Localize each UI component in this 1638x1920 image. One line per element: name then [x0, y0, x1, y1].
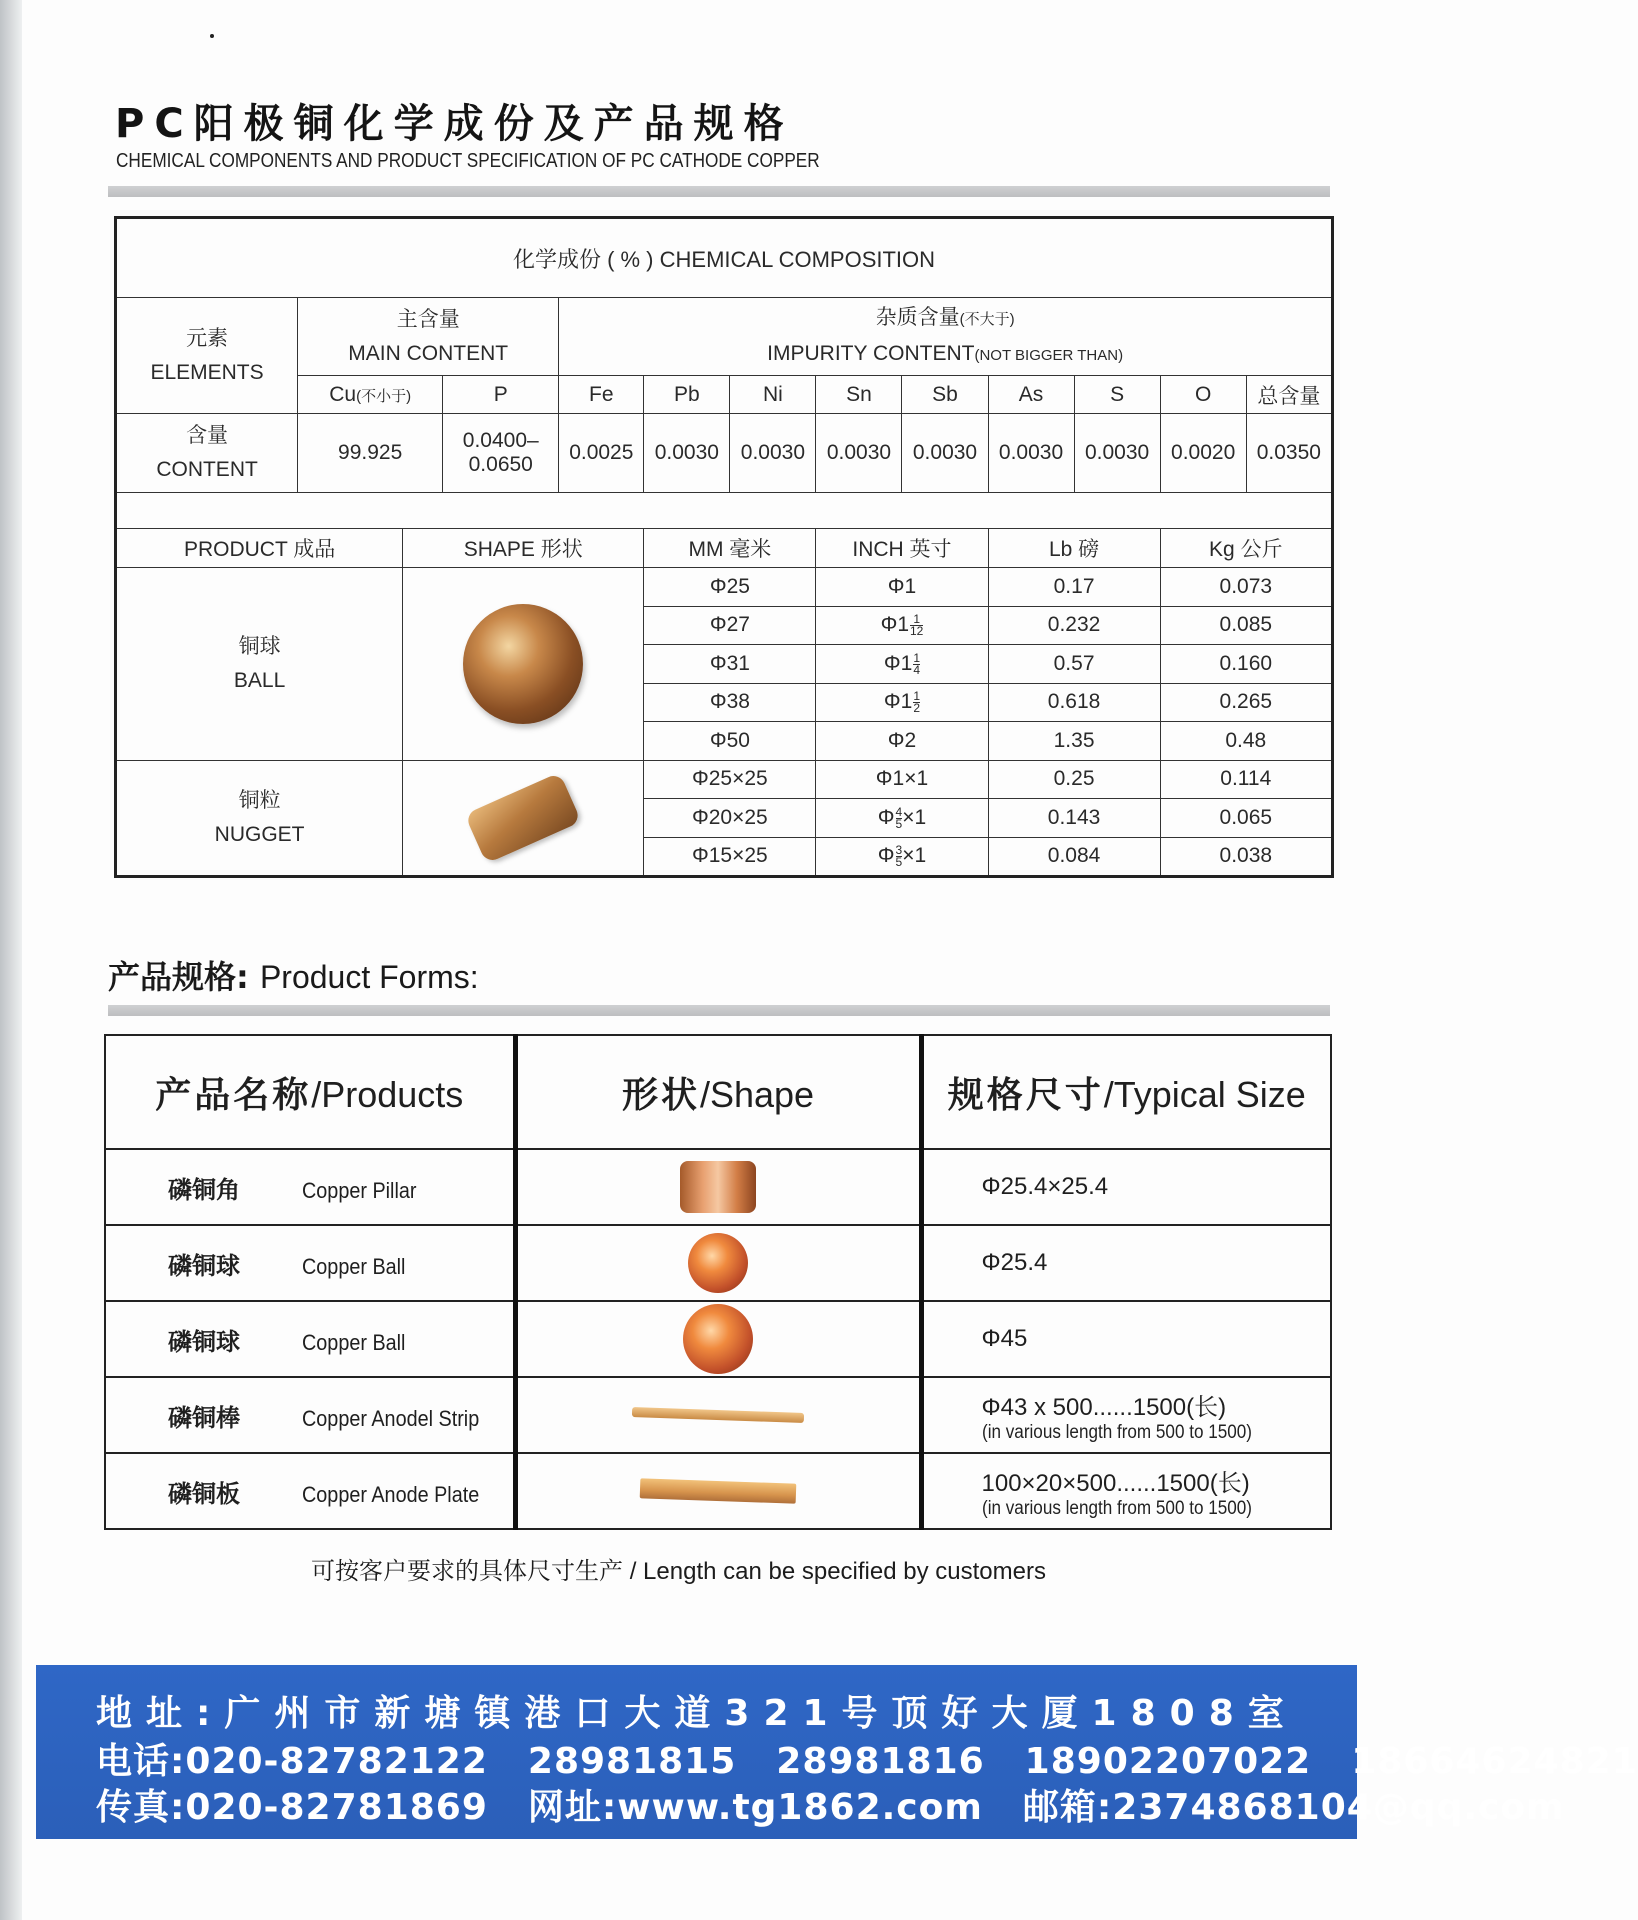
fax-web-email-line: 传真:020-82781869 网址:www.tg1862.com 邮箱:2374868104@qq.com: [96, 1787, 1565, 1828]
value-s: 0.0030: [1074, 414, 1160, 493]
element-s: S: [1074, 376, 1160, 414]
mm-value: Φ25×25: [644, 760, 816, 799]
mm-value: Φ50: [644, 722, 816, 761]
element-p: P: [443, 376, 559, 414]
size-cell: Φ43 x 500......1500(长) (in various length from 500 to 1500): [921, 1377, 1331, 1453]
kg-value: 0.085: [1160, 606, 1332, 645]
copper-strip-image: [632, 1407, 804, 1423]
size-cell: Φ25.4: [921, 1225, 1331, 1301]
chem-caption: 化学成份 ( % ) CHEMICAL COMPOSITION: [116, 218, 1333, 298]
copper-ball-image: [688, 1233, 748, 1293]
lb-value: 0.143: [988, 799, 1160, 838]
element-ni: Ni: [730, 376, 816, 414]
element-pb: Pb: [644, 376, 730, 414]
mm-value: Φ38: [644, 683, 816, 722]
value-o: 0.0020: [1160, 414, 1246, 493]
forms-divider: [108, 1005, 1330, 1016]
shape-cell: [515, 1453, 921, 1529]
product-name: 磷铜棒 Copper Anodel Strip: [105, 1377, 515, 1453]
inch-value: Φ1×1: [816, 760, 988, 799]
lb-value: 0.57: [988, 645, 1160, 684]
product-ball: 铜球 BALL: [116, 568, 403, 761]
value-ni: 0.0030: [730, 414, 816, 493]
col-kg: Kg 公斤: [1160, 529, 1332, 568]
col-inch: INCH 英寸: [816, 529, 988, 568]
element-sn: Sn: [816, 376, 902, 414]
shape-cell: [515, 1149, 921, 1225]
value-p: 0.0400–0.0650: [443, 414, 559, 493]
mm-value: Φ15×25: [644, 837, 816, 877]
copper-ball-image: [463, 604, 583, 724]
mm-value: Φ25: [644, 568, 816, 607]
inch-value: Φ1 $\frac{1}{2}$: [816, 683, 988, 722]
scan-edge: [0, 0, 22, 1920]
value-total: 0.0350: [1246, 414, 1332, 493]
kg-value: 0.265: [1160, 683, 1332, 722]
forms-header-row: [105, 1035, 1331, 1149]
lb-value: 0.618: [988, 683, 1160, 722]
lb-value: 1.35: [988, 722, 1160, 761]
mm-value: Φ31: [644, 645, 816, 684]
content-values-row: [116, 414, 1333, 493]
address-line: 地址:广州市新塘镇港口大道321号顶好大厦1808室: [96, 1693, 1298, 1734]
main-content-header: 主含量 MAIN CONTENT: [298, 298, 559, 376]
copper-nugget-image: [465, 772, 582, 864]
table-spacer: [116, 493, 1333, 529]
col-lb: Lb 磅: [988, 529, 1160, 568]
value-sn: 0.0030: [816, 414, 902, 493]
kg-value: 0.038: [1160, 837, 1332, 877]
col-products: 产品名称/Products: [105, 1035, 515, 1149]
kg-value: 0.073: [1160, 568, 1332, 607]
col-product: PRODUCT 成品: [116, 529, 403, 568]
value-cu: 99.925: [298, 414, 443, 493]
value-fe: 0.0025: [559, 414, 644, 493]
size-cell: Φ45: [921, 1301, 1331, 1377]
col-shape-forms: 形状/Shape: [515, 1035, 921, 1149]
size-cell: 100×20×500......1500(长) (in various length from 500 to 1500): [921, 1453, 1331, 1529]
inch-value: Φ2: [816, 722, 988, 761]
product-name: 磷铜板 Copper Anode Plate: [105, 1453, 515, 1529]
nugget-shape-cell: [403, 760, 644, 877]
element-total: 总含量: [1246, 376, 1332, 414]
title-divider: [108, 186, 1330, 197]
inch-value: Φ $\frac{4}{5}$ ×1: [816, 799, 988, 838]
kg-value: 0.160: [1160, 645, 1332, 684]
inch-value: Φ1 $\frac{1}{12}$: [816, 606, 988, 645]
ball-row: [116, 568, 1333, 607]
element-o: O: [1160, 376, 1246, 414]
product-forms-title: 产品规格: Product Forms:: [108, 958, 479, 996]
kg-value: 0.48: [1160, 722, 1332, 761]
website-link[interactable]: www.tg1862.com: [617, 1787, 983, 1828]
page-subtitle: CHEMICAL COMPONENTS AND PRODUCT SPECIFICATION OF PC CATHODE COPPER: [116, 150, 820, 172]
mm-value: Φ20×25: [644, 799, 816, 838]
product-header-row: [116, 529, 1333, 568]
form-row: [105, 1377, 1331, 1453]
lb-value: 0.17: [988, 568, 1160, 607]
shape-cell: [515, 1377, 921, 1453]
phone-line: 电话:020-82782122 28981815 28981816 18902207022 18664624821: [96, 1741, 1638, 1782]
inch-value: Φ $\frac{3}{5}$ ×1: [816, 837, 988, 877]
mm-value: Φ27: [644, 606, 816, 645]
element-fe: Fe: [559, 376, 644, 414]
col-typical-size: 规格尺寸/Typical Size: [921, 1035, 1331, 1149]
inch-value: Φ1: [816, 568, 988, 607]
copper-pillar-image: [680, 1161, 756, 1213]
lb-value: 0.084: [988, 837, 1160, 877]
form-row: [105, 1453, 1331, 1529]
impurity-content-header: 杂质含量(不大于) IMPURITY CONTENT(NOT BIGGER THAN): [559, 298, 1333, 376]
copper-ball-image: [683, 1304, 753, 1374]
element-sb: Sb: [902, 376, 988, 414]
form-row: [105, 1149, 1331, 1225]
kg-value: 0.065: [1160, 799, 1332, 838]
col-shape: SHAPE 形状: [403, 529, 644, 568]
element-names-row: [116, 376, 1333, 414]
product-forms-table: [104, 1034, 1332, 1530]
chemical-composition-table: [114, 216, 1334, 878]
kg-value: 0.114: [1160, 760, 1332, 799]
element-as: As: [988, 376, 1074, 414]
nugget-row: [116, 760, 1333, 799]
value-as: 0.0030: [988, 414, 1074, 493]
product-nugget: 铜粒 NUGGET: [116, 760, 403, 877]
shape-cell: [515, 1301, 921, 1377]
product-name: 磷铜球 Copper Ball: [105, 1301, 515, 1377]
elements-header: 元素 ELEMENTS: [116, 298, 298, 414]
shape-cell: [515, 1225, 921, 1301]
content-header: 含量 CONTENT: [116, 414, 298, 493]
form-row: [105, 1225, 1331, 1301]
value-sb: 0.0030: [902, 414, 988, 493]
value-pb: 0.0030: [644, 414, 730, 493]
lb-value: 0.232: [988, 606, 1160, 645]
col-mm: MM 毫米: [644, 529, 816, 568]
product-name: 磷铜角 Copper Pillar: [105, 1149, 515, 1225]
size-cell: Φ25.4×25.4: [921, 1149, 1331, 1225]
inch-value: Φ1 $\frac{1}{4}$: [816, 645, 988, 684]
form-row: [105, 1301, 1331, 1377]
element-cu: Cu(不小于): [298, 376, 443, 414]
page-title: PC阳极铜化学成份及产品规格: [115, 101, 794, 147]
lb-value: 0.25: [988, 760, 1160, 799]
ball-shape-cell: [403, 568, 644, 761]
scan-speck: [210, 34, 214, 38]
copper-plate-image: [640, 1478, 797, 1503]
customization-note: 可按客户要求的具体尺寸生产 / Length can be specified by customers: [311, 1558, 1046, 1585]
product-name: 磷铜球 Copper Ball: [105, 1225, 515, 1301]
contact-banner: [36, 1665, 1638, 1839]
email-link[interactable]: 2374868104@qq.com: [1112, 1787, 1565, 1828]
